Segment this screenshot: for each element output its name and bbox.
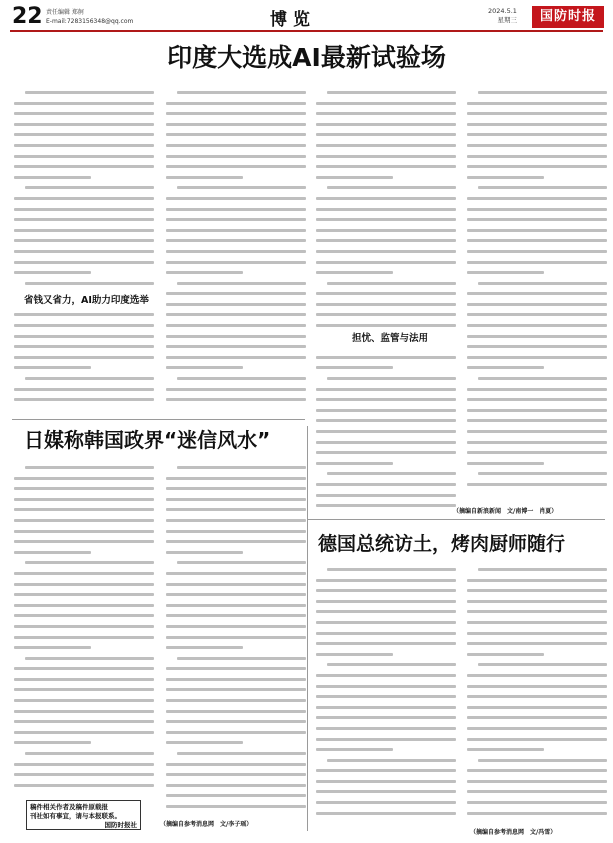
article-1-column-2 bbox=[166, 91, 306, 409]
text-line bbox=[14, 720, 154, 723]
text-line bbox=[467, 345, 607, 348]
text-line bbox=[14, 366, 91, 369]
text-line bbox=[316, 271, 393, 274]
weekday-line: 星期三 bbox=[497, 16, 517, 24]
newspaper-logo: 国防时报 bbox=[532, 6, 604, 28]
divider-line bbox=[308, 519, 605, 520]
text-line bbox=[316, 790, 456, 793]
text-line bbox=[316, 261, 456, 264]
text-line bbox=[467, 621, 607, 624]
text-line bbox=[467, 748, 544, 751]
text-line bbox=[467, 313, 607, 316]
text-line bbox=[166, 508, 306, 511]
text-line bbox=[166, 477, 306, 480]
text-line bbox=[316, 801, 456, 804]
text-line bbox=[316, 409, 456, 412]
text-line bbox=[316, 388, 456, 391]
text-line bbox=[166, 688, 306, 691]
text-line bbox=[316, 812, 456, 815]
text-line bbox=[467, 483, 607, 486]
text-line bbox=[14, 741, 91, 744]
text-line bbox=[25, 561, 154, 564]
text-line bbox=[166, 604, 306, 607]
text-line bbox=[14, 604, 154, 607]
text-line bbox=[316, 451, 456, 454]
text-line bbox=[316, 419, 456, 422]
issue-date bbox=[488, 7, 517, 25]
text-line bbox=[467, 155, 607, 158]
text-line bbox=[14, 688, 154, 691]
text-line bbox=[166, 741, 243, 744]
text-line bbox=[14, 667, 154, 670]
text-line bbox=[14, 250, 154, 253]
article-1-subhead-2: 担忧、监管与法用 bbox=[352, 333, 429, 344]
text-line bbox=[316, 600, 456, 603]
text-line bbox=[467, 197, 607, 200]
text-line bbox=[166, 625, 306, 628]
text-line bbox=[177, 377, 306, 380]
text-line bbox=[166, 551, 243, 554]
text-line bbox=[467, 727, 607, 730]
article-2-column-2 bbox=[166, 466, 306, 816]
text-line bbox=[166, 144, 306, 147]
text-line bbox=[316, 144, 456, 147]
text-line bbox=[478, 282, 607, 285]
text-line bbox=[166, 614, 306, 617]
text-line bbox=[177, 561, 306, 564]
text-line bbox=[166, 155, 306, 158]
text-line bbox=[25, 186, 154, 189]
notice-line-2: 刊社如有事宜，请与本报联系。 bbox=[30, 812, 121, 820]
text-line bbox=[316, 504, 456, 507]
text-line bbox=[316, 441, 456, 444]
text-line bbox=[166, 165, 306, 168]
text-line bbox=[467, 123, 607, 126]
text-line bbox=[14, 218, 154, 221]
text-line bbox=[316, 112, 456, 115]
text-line bbox=[316, 303, 456, 306]
text-line bbox=[14, 646, 91, 649]
text-line bbox=[316, 589, 456, 592]
text-line bbox=[327, 568, 456, 571]
text-line bbox=[316, 356, 456, 359]
text-line bbox=[316, 483, 456, 486]
section-name: 博览 bbox=[270, 10, 316, 30]
text-line bbox=[166, 271, 243, 274]
article-3-column-1 bbox=[316, 568, 456, 822]
text-line bbox=[14, 398, 154, 401]
text-line bbox=[467, 589, 607, 592]
text-line bbox=[467, 324, 607, 327]
text-line bbox=[478, 472, 607, 475]
text-line bbox=[467, 579, 607, 582]
masthead bbox=[10, 4, 603, 32]
text-line bbox=[14, 593, 154, 596]
text-line bbox=[467, 176, 544, 179]
text-line bbox=[316, 685, 456, 688]
text-line bbox=[467, 441, 607, 444]
text-line bbox=[467, 716, 607, 719]
text-line bbox=[14, 165, 154, 168]
email-line: E-mail:7283156348@qq.com bbox=[46, 18, 134, 25]
article-2-column-1 bbox=[14, 466, 154, 794]
text-line bbox=[14, 583, 154, 586]
text-line bbox=[467, 706, 607, 709]
text-line bbox=[14, 614, 154, 617]
text-line bbox=[327, 759, 456, 762]
text-line bbox=[316, 494, 456, 497]
text-line bbox=[166, 388, 306, 391]
text-line bbox=[166, 292, 306, 295]
text-line bbox=[316, 324, 456, 327]
text-line bbox=[166, 720, 306, 723]
text-line bbox=[467, 738, 607, 741]
text-line bbox=[316, 292, 456, 295]
text-line bbox=[166, 763, 306, 766]
text-line bbox=[467, 261, 607, 264]
text-line bbox=[166, 646, 243, 649]
text-line bbox=[316, 197, 456, 200]
text-line bbox=[14, 313, 154, 316]
text-line bbox=[166, 487, 306, 490]
text-line bbox=[166, 805, 306, 808]
text-line bbox=[316, 706, 456, 709]
text-line bbox=[166, 699, 306, 702]
text-line bbox=[166, 583, 306, 586]
text-line bbox=[14, 699, 154, 702]
text-line bbox=[177, 186, 306, 189]
text-line bbox=[316, 239, 456, 242]
text-line bbox=[166, 208, 306, 211]
text-line bbox=[166, 335, 306, 338]
text-line bbox=[478, 663, 607, 666]
text-line bbox=[177, 752, 306, 755]
text-line bbox=[467, 388, 607, 391]
text-line bbox=[166, 794, 306, 797]
text-line bbox=[14, 335, 154, 338]
editor-line: 责任编辑 郑舸 bbox=[46, 9, 84, 16]
text-line bbox=[316, 674, 456, 677]
text-line bbox=[327, 186, 456, 189]
text-line bbox=[316, 165, 456, 168]
text-line bbox=[467, 303, 607, 306]
text-line bbox=[467, 812, 607, 815]
text-line bbox=[166, 313, 306, 316]
article-3-column-2 bbox=[467, 568, 607, 822]
text-line bbox=[166, 112, 306, 115]
text-line bbox=[166, 593, 306, 596]
text-line bbox=[14, 710, 154, 713]
text-line bbox=[316, 398, 456, 401]
text-line bbox=[478, 186, 607, 189]
text-line bbox=[166, 239, 306, 242]
masthead-editor-info bbox=[46, 8, 133, 26]
text-line bbox=[478, 91, 607, 94]
text-line bbox=[467, 451, 607, 454]
text-line bbox=[467, 218, 607, 221]
text-line bbox=[316, 123, 456, 126]
date-line: 2024.5.1 bbox=[488, 7, 517, 15]
text-line bbox=[467, 239, 607, 242]
text-line bbox=[25, 752, 154, 755]
text-line bbox=[25, 282, 154, 285]
text-line bbox=[467, 695, 607, 698]
text-line bbox=[14, 229, 154, 232]
text-line bbox=[316, 430, 456, 433]
text-line bbox=[467, 292, 607, 295]
text-line bbox=[14, 773, 154, 776]
text-line bbox=[14, 388, 154, 391]
text-line bbox=[478, 568, 607, 571]
text-line bbox=[25, 657, 154, 660]
text-line bbox=[316, 695, 456, 698]
text-line bbox=[25, 91, 154, 94]
article-3-headline: 德国总统访土，烤肉厨师随行 bbox=[318, 533, 566, 555]
article-1-column-3 bbox=[316, 91, 456, 515]
text-line bbox=[327, 377, 456, 380]
text-line bbox=[14, 102, 154, 105]
text-line bbox=[467, 398, 607, 401]
text-line bbox=[467, 112, 607, 115]
text-line bbox=[316, 313, 456, 316]
text-line bbox=[14, 155, 154, 158]
text-line bbox=[14, 540, 154, 543]
text-line bbox=[14, 477, 154, 480]
text-line bbox=[14, 133, 154, 136]
text-line bbox=[327, 282, 456, 285]
text-line bbox=[166, 498, 306, 501]
text-line bbox=[467, 790, 607, 793]
text-line bbox=[14, 197, 154, 200]
text-line bbox=[166, 678, 306, 681]
page-number: 22 bbox=[12, 4, 43, 29]
text-line bbox=[14, 763, 154, 766]
text-line bbox=[316, 621, 456, 624]
text-line bbox=[478, 759, 607, 762]
text-line bbox=[467, 600, 607, 603]
text-line bbox=[316, 208, 456, 211]
text-line bbox=[467, 674, 607, 677]
notice-signature: 国防时报社 bbox=[104, 821, 137, 829]
text-line bbox=[166, 197, 306, 200]
text-line bbox=[316, 102, 456, 105]
divider-line bbox=[12, 419, 305, 420]
text-line bbox=[467, 335, 607, 338]
text-line bbox=[467, 801, 607, 804]
text-line bbox=[177, 282, 306, 285]
text-line bbox=[25, 377, 154, 380]
text-line bbox=[467, 409, 607, 412]
text-line bbox=[327, 91, 456, 94]
article-3-byline: （摘编自参考消息网 文/冯雪） bbox=[470, 829, 557, 836]
text-line bbox=[467, 462, 544, 465]
text-line bbox=[467, 356, 607, 359]
text-line bbox=[166, 303, 306, 306]
text-line bbox=[316, 780, 456, 783]
text-line bbox=[467, 653, 544, 656]
text-line bbox=[166, 519, 306, 522]
text-line bbox=[14, 530, 154, 533]
article-1-byline: （摘编自新浪新闻 文/南博一 肖夏） bbox=[453, 508, 558, 515]
text-line bbox=[166, 667, 306, 670]
text-line bbox=[14, 508, 154, 511]
text-line bbox=[166, 324, 306, 327]
text-line bbox=[467, 769, 607, 772]
article-2-byline: （摘编自参考消息网 文/李子瑶） bbox=[160, 821, 253, 828]
article-2-headline: 日媒称韩国政界“迷信风水” bbox=[24, 428, 271, 452]
text-line bbox=[467, 271, 544, 274]
text-line bbox=[467, 165, 607, 168]
text-line bbox=[316, 229, 456, 232]
text-line bbox=[14, 112, 154, 115]
text-line bbox=[166, 133, 306, 136]
text-line bbox=[316, 250, 456, 253]
text-line bbox=[166, 710, 306, 713]
text-line bbox=[14, 345, 154, 348]
text-line bbox=[316, 176, 393, 179]
text-line bbox=[14, 324, 154, 327]
text-line bbox=[14, 123, 154, 126]
notice-line-1: 稿件相关作者及稿件原载报 bbox=[30, 803, 108, 811]
text-line bbox=[166, 636, 306, 639]
text-line bbox=[14, 636, 154, 639]
text-line bbox=[14, 678, 154, 681]
text-line bbox=[316, 748, 393, 751]
text-line bbox=[316, 716, 456, 719]
text-line bbox=[316, 632, 456, 635]
text-line bbox=[327, 663, 456, 666]
text-line bbox=[177, 91, 306, 94]
text-line bbox=[467, 419, 607, 422]
text-line bbox=[467, 430, 607, 433]
text-line bbox=[316, 155, 456, 158]
text-line bbox=[166, 572, 306, 575]
text-line bbox=[177, 657, 306, 660]
text-line bbox=[467, 250, 607, 253]
text-line bbox=[166, 773, 306, 776]
text-line bbox=[316, 769, 456, 772]
text-line bbox=[14, 239, 154, 242]
text-line bbox=[467, 642, 607, 645]
text-line bbox=[166, 229, 306, 232]
text-line bbox=[327, 472, 456, 475]
text-line bbox=[467, 229, 607, 232]
text-line bbox=[14, 519, 154, 522]
copyright-notice-box bbox=[26, 800, 141, 830]
article-1-subhead-1: 省钱又省力，AI助力印度选举 bbox=[24, 295, 149, 306]
text-line bbox=[316, 579, 456, 582]
text-line bbox=[14, 731, 154, 734]
text-line bbox=[316, 462, 393, 465]
text-line bbox=[166, 731, 306, 734]
text-line bbox=[166, 540, 306, 543]
text-line bbox=[316, 133, 456, 136]
text-line bbox=[166, 530, 306, 533]
text-line bbox=[14, 144, 154, 147]
text-line bbox=[14, 487, 154, 490]
text-line bbox=[14, 551, 91, 554]
text-line bbox=[166, 250, 306, 253]
text-line bbox=[467, 133, 607, 136]
article-1-column-4 bbox=[467, 91, 607, 494]
text-line bbox=[166, 123, 306, 126]
text-line bbox=[14, 356, 154, 359]
article-1-column-1 bbox=[14, 91, 154, 409]
text-line bbox=[166, 366, 243, 369]
text-line bbox=[467, 632, 607, 635]
text-line bbox=[166, 261, 306, 264]
text-line bbox=[166, 176, 243, 179]
text-line bbox=[467, 610, 607, 613]
text-line bbox=[166, 356, 306, 359]
text-line bbox=[166, 102, 306, 105]
text-line bbox=[14, 572, 154, 575]
text-line bbox=[316, 727, 456, 730]
text-line bbox=[14, 271, 91, 274]
text-line bbox=[14, 498, 154, 501]
text-line bbox=[478, 377, 607, 380]
text-line bbox=[14, 784, 154, 787]
text-line bbox=[467, 208, 607, 211]
text-line bbox=[467, 780, 607, 783]
text-line bbox=[14, 261, 154, 264]
text-line bbox=[316, 642, 456, 645]
text-line bbox=[316, 218, 456, 221]
text-line bbox=[166, 398, 306, 401]
text-line bbox=[316, 610, 456, 613]
column-divider bbox=[307, 426, 308, 831]
text-line bbox=[14, 625, 154, 628]
text-line bbox=[467, 102, 607, 105]
text-line bbox=[316, 738, 456, 741]
article-1-headline: 印度大选成AI最新试验场 bbox=[167, 43, 446, 72]
text-line bbox=[166, 345, 306, 348]
text-line bbox=[14, 208, 154, 211]
text-line bbox=[467, 144, 607, 147]
text-line bbox=[177, 466, 306, 469]
text-line bbox=[316, 366, 393, 369]
text-line bbox=[25, 466, 154, 469]
text-line bbox=[467, 685, 607, 688]
text-line bbox=[166, 784, 306, 787]
text-line bbox=[316, 653, 393, 656]
text-line bbox=[166, 218, 306, 221]
text-line bbox=[467, 366, 544, 369]
text-line bbox=[14, 176, 91, 179]
